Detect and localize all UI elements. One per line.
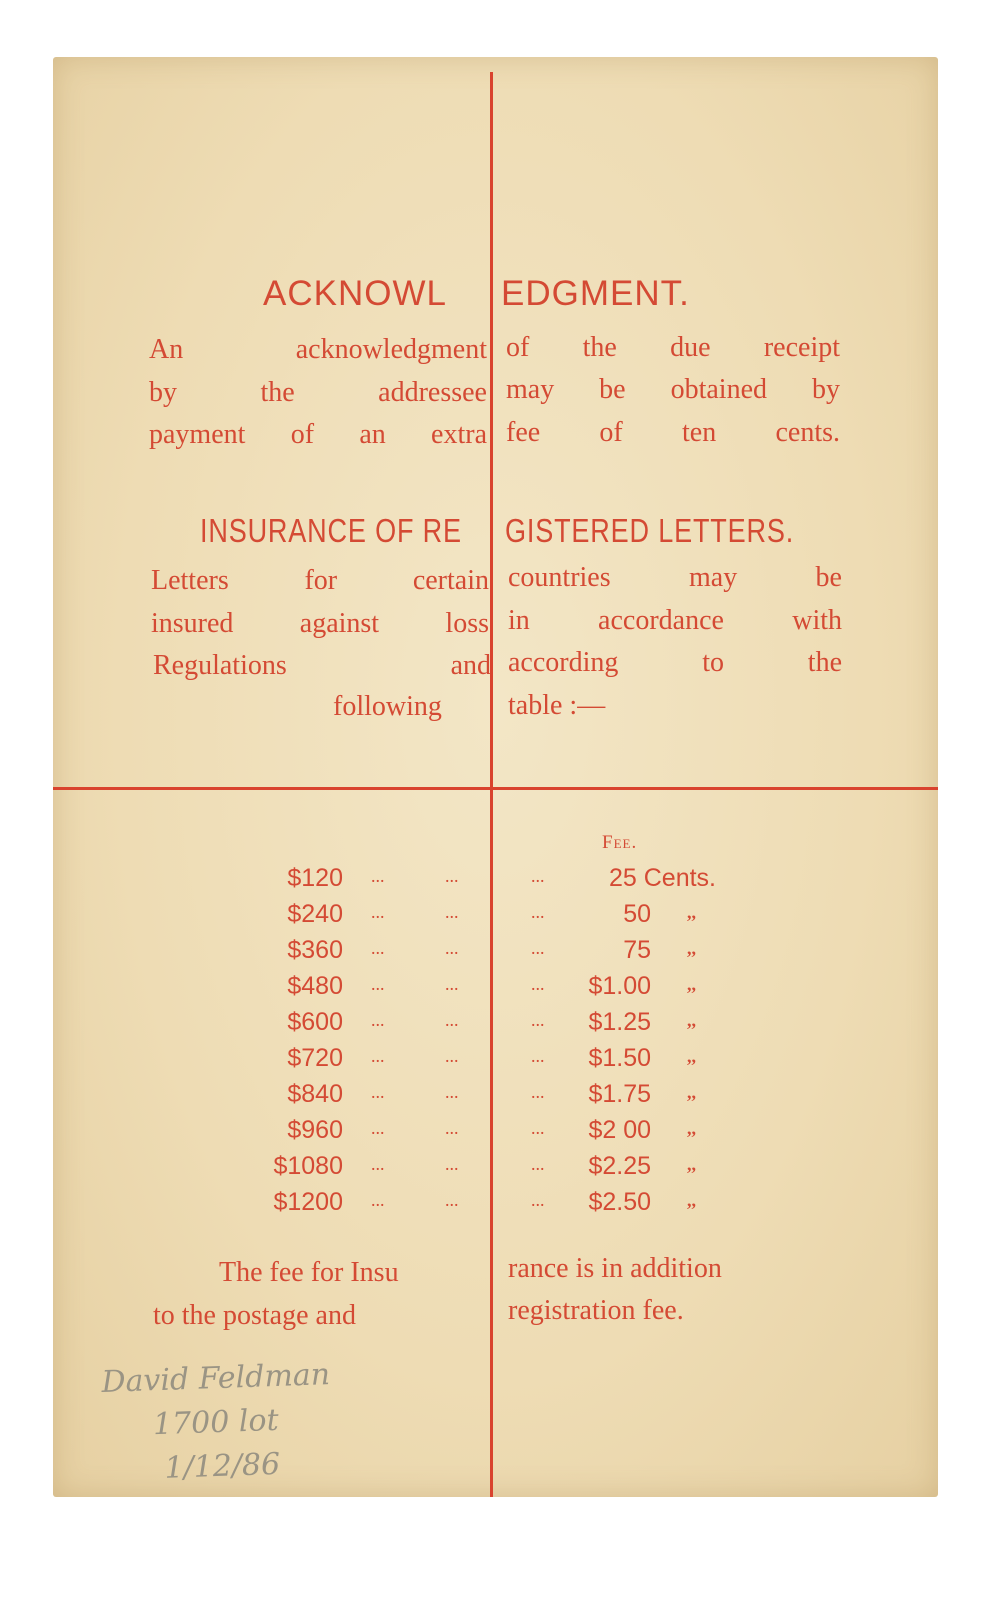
insured-amount: $840 [287,1080,343,1108]
insured-amount: $1200 [273,1188,343,1216]
ditto-mark: ,, [687,1154,696,1174]
leader-dots: ... [445,1190,459,1210]
ins-right-line-1: countries may be [508,562,842,593]
acknowledgment-title-right: EDGMENT. [501,274,690,313]
insurance-title-right: GISTERED LETTERS. [505,512,795,549]
pencil-notation [101,1353,334,1493]
leader-dots: ... [371,866,385,886]
fee-value: 75 [623,936,651,964]
leader-dots: ... [531,938,545,958]
horizontal-fold-rule [53,787,938,790]
insured-amount: $240 [287,900,343,928]
fee-value: $1.00 [588,972,651,1000]
leader-dots: ... [445,1046,459,1066]
fee-column-header: Fee. [602,832,638,853]
leader-dots: ... [531,974,545,994]
footer-right-line-2: registration fee. [508,1295,684,1326]
ack-right-line-3: fee of ten cents. [506,417,840,448]
insured-amount: $960 [287,1116,343,1144]
footer-left-line-2: to the postage and [153,1300,356,1331]
leader-dots: ... [445,1010,459,1030]
ins-right-line-3: according to the [508,647,842,678]
leader-dots: ... [531,1190,545,1210]
leader-dots: ... [445,1118,459,1138]
ins-left-line-2: insured against loss [151,608,489,639]
footer-left-line-1: The fee for Insu [219,1257,399,1288]
leader-dots: ... [371,974,385,994]
ditto-mark: ,, [687,974,696,994]
leader-dots: ... [371,1046,385,1066]
pencil-line-1: David Feldman [100,1357,331,1401]
leader-dots: ... [531,1046,545,1066]
insured-amount: $480 [287,972,343,1000]
leader-dots: ... [445,902,459,922]
ack-left-line-3: payment of an extra [149,419,487,450]
leader-dots: ... [445,1154,459,1174]
acknowledgment-title-left: ACKNOWL [263,274,447,313]
leader-dots: ... [371,1118,385,1138]
ins-left-line-4: following [333,691,442,722]
leader-dots: ... [445,938,459,958]
ditto-mark: ,, [687,938,696,958]
leader-dots: ... [531,1010,545,1030]
insured-amount: $720 [287,1044,343,1072]
ack-left-line-1: An acknowledgment [149,334,487,365]
ins-right-line-2: in accordance with [508,605,842,636]
fee-value: $2.50 [588,1188,651,1216]
ditto-mark: ,, [687,1010,696,1030]
pencil-line-2: 1700 lot [152,1402,280,1443]
leader-dots: ... [371,1010,385,1030]
insured-amount: $600 [287,1008,343,1036]
leader-dots: ... [445,866,459,886]
insured-amount: $120 [287,864,343,892]
ins-left-line-1: Letters for certain [151,565,489,596]
insured-amount: $1080 [273,1152,343,1180]
ins-right-line-4: table :— [508,690,606,721]
ditto-mark: ,, [687,1190,696,1210]
ins-left-line-3: Regulations and [153,650,491,681]
fee-value: $1.75 [588,1080,651,1108]
fee-value: 50 [623,900,651,928]
ack-right-line-2: may be obtained by [506,374,840,405]
fee-value: $2 00 [588,1116,651,1144]
leader-dots: ... [371,902,385,922]
footer-right-line-1: rance is in addition [508,1253,722,1284]
fee-value: $2.25 [588,1152,651,1180]
leader-dots: ... [371,1154,385,1174]
insurance-title-left: INSURANCE OF RE [200,512,462,549]
leader-dots: ... [371,1190,385,1210]
leader-dots: ... [531,1118,545,1138]
ditto-mark: ,, [687,1082,696,1102]
fee-value: $1.50 [588,1044,651,1072]
ditto-mark: ,, [687,1118,696,1138]
leader-dots: ... [531,1154,545,1174]
leader-dots: ... [531,902,545,922]
insured-amount: $360 [287,936,343,964]
ditto-mark: ,, [687,1046,696,1066]
leader-dots: ... [371,1082,385,1102]
leader-dots: ... [531,866,545,886]
leader-dots: ... [371,938,385,958]
fee-value: $1.25 [588,1008,651,1036]
ack-left-line-2: by the addressee [149,377,487,408]
pencil-line-3: 1/12/86 [163,1446,281,1486]
leader-dots: ... [445,974,459,994]
fee-value: 25 Cents. [609,864,717,892]
leader-dots: ... [445,1082,459,1102]
registration-card [53,57,938,1497]
leader-dots: ... [531,1082,545,1102]
vertical-fold-rule [490,72,493,1497]
ditto-mark: ,, [687,902,696,922]
ack-right-line-1: of the due receipt [506,332,840,363]
